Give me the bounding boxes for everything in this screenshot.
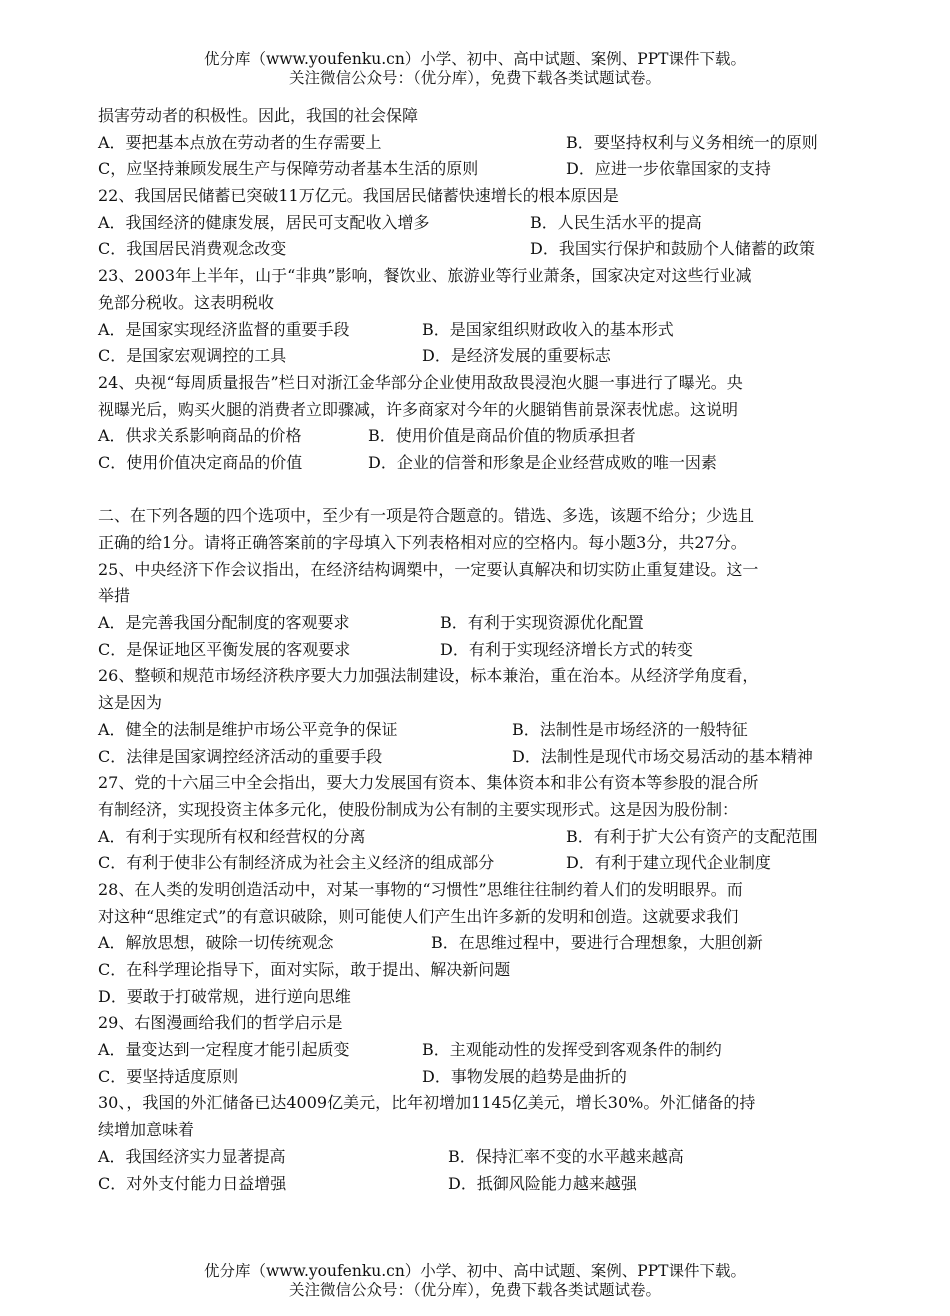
q27-stem-line-1: 27、党的十六届三中全会指出，要大力发展国有资本、集体资本和非公有资本等参股的混合所 bbox=[98, 773, 759, 793]
q22-stem: 22、我国居民储蓄已突破11万亿元。我国居民储蓄快速增长的根本原因是 bbox=[98, 186, 619, 206]
q21-stem-end: 损害劳动者的积极性。因此，我国的社会保障 bbox=[98, 106, 419, 125]
q30-options-ab bbox=[98, 1144, 868, 1171]
q29-option-b: B．主观能动性的发挥受到客观条件的制约 bbox=[422, 1040, 722, 1060]
q25-option-a: A．是完善我国分配制度的客观要求 bbox=[98, 613, 350, 633]
q22-option-c: C．我国居民消费观念改变 bbox=[98, 239, 287, 259]
q30-option-b: B．保持汇率不变的水平越来越高 bbox=[448, 1146, 684, 1166]
q21-option-d: D．应进一步依靠国家的支持 bbox=[566, 159, 771, 179]
q27-option-d: D．有利于建立现代企业制度 bbox=[566, 853, 771, 873]
q24-option-b: B．使用价值是商品价值的物质承担者 bbox=[368, 426, 636, 446]
q25-option-b: B．有利于实现资源优化配置 bbox=[440, 613, 644, 633]
q25-stem-line-2: 举措 bbox=[98, 586, 131, 606]
q24-option-a: A．供求关系影响商品的价格 bbox=[98, 426, 302, 446]
q23-stem-line-1: 23、2003年上半年，山于“非典”影响，餐饮业、旅游业等行业萧条，国家决定对这些行业减 bbox=[98, 266, 752, 286]
q27-stem-line-2: 有制经济，实现投资主体多元化，使股份制成为公有制的主要实现形式。这是因为股份制： bbox=[98, 799, 739, 819]
q22-options-cd bbox=[98, 236, 868, 263]
q28-option-b: B．在思维过程中，要进行合理想象，大胆创新 bbox=[431, 933, 763, 953]
q27-option-a: A．有利于实现所有权和经营权的分离 bbox=[98, 826, 366, 846]
q26-option-a: A．健全的法制是维护市场公平竞争的保证 bbox=[98, 719, 398, 739]
q23-option-b: B．是国家组织财政收入的基本形式 bbox=[422, 319, 674, 339]
q26-stem-line-2: 这是因为 bbox=[98, 693, 163, 713]
q25-options-cd bbox=[98, 637, 868, 664]
q30-stem-line-2: 续增加意味着 bbox=[98, 1120, 195, 1140]
q26-options-ab bbox=[98, 717, 868, 744]
q22-option-b: B．人民生活水平的提高 bbox=[530, 212, 702, 232]
q21-options-cd bbox=[98, 156, 868, 183]
q22-option-a: A．我国经济的健康发展，居民可支配收入增多 bbox=[98, 212, 430, 232]
q26-stem-line-1: 26、整顿和规范市场经济秩序要大力加强法制建设，标本兼治，重在治本。从经济学角度看， bbox=[98, 666, 759, 686]
q28-stem-line-2: 对这种“思维定式”的有意识破除，则可能使人们产生出许多新的发明和创造。这就要求我们 bbox=[98, 906, 739, 926]
q29-option-c: C．要坚持适度原则 bbox=[98, 1066, 239, 1086]
footer-line-1: 优分库（www.youfenku.cn）小学、初中、高中试题、案例、PPT课件下载。 bbox=[203, 1262, 747, 1280]
q28-options-ab bbox=[98, 930, 868, 957]
q28-option-d: D．要敢于打破常规，进行逆向思维 bbox=[98, 986, 351, 1006]
q29-option-d: D．事物发展的趋势是曲折的 bbox=[422, 1066, 627, 1086]
q30-option-c: C．对外支付能力日益增强 bbox=[98, 1173, 287, 1193]
section-2-instructions-line-1: 二、在下列各题的四个选项中，至少有一项是符合题意的。错选、多选，该题不给分；少选且 bbox=[98, 506, 755, 526]
footer-line-2: 关注微信公众号：（优分库），免费下载各类试题试卷。 bbox=[288, 1281, 661, 1299]
q23-option-c: C．是国家宏观调控的工具 bbox=[98, 346, 287, 366]
q23-options-ab bbox=[98, 317, 868, 344]
header-line-2: 关注微信公众号：（优分库），免费下载各类试题试卷。 bbox=[288, 69, 661, 87]
q29-options-cd bbox=[98, 1064, 868, 1091]
q27-option-b: B．有利于扩大公有资产的支配范围 bbox=[566, 826, 818, 846]
q24-option-c: C．使用价值决定商品的价值 bbox=[98, 452, 303, 472]
q23-option-a: A．是国家实现经济监督的重要手段 bbox=[98, 319, 350, 339]
q29-stem: 29、右图漫画给我们的哲学启示是 bbox=[98, 1013, 343, 1033]
q22-option-d: D．我国实行保护和鼓励个人储蓄的政策 bbox=[530, 239, 815, 259]
header-line-1: 优分库（www.youfenku.cn）小学、初中、高中试题、案例、PPT课件下载。 bbox=[203, 50, 747, 68]
q27-option-c: C．有利于使非公有制经济成为社会主义经济的组成部分 bbox=[98, 853, 495, 873]
q30-option-a: A．我国经济实力显著提高 bbox=[98, 1146, 286, 1166]
q28-stem-line-1: 28、在人类的发明创造活动中，对某一事物的“习惯性”思维往往制约着人们的发明眼界。而 bbox=[98, 879, 743, 899]
q26-option-d: D．法制性是现代市场交易活动的基本精神 bbox=[512, 746, 813, 766]
q28-option-c: C．在科学理论指导下，面对实际，敢于提出、解决新问题 bbox=[98, 960, 511, 979]
q25-options-ab bbox=[98, 610, 868, 637]
q26-option-c: C．法律是国家调控经济活动的重要手段 bbox=[98, 746, 383, 766]
q26-options-cd bbox=[98, 744, 868, 771]
q27-options-cd bbox=[98, 850, 868, 877]
q30-stem-line-1: 30、，我国的外汇储备已达4009亿美元，比年初增加1145亿美元，增长30%。外汇储备的持 bbox=[98, 1093, 756, 1113]
q22-options-ab bbox=[98, 210, 868, 237]
q24-option-d: D．企业的信誉和形象是企业经营成败的唯一因素 bbox=[368, 452, 717, 472]
q24-options-ab bbox=[98, 423, 868, 450]
q23-options-cd bbox=[98, 343, 868, 370]
q25-option-d: D．有利于实现经济增长方式的转变 bbox=[440, 639, 693, 659]
q21-option-a: A．要把基本点放在劳动者的生存需要上 bbox=[98, 132, 382, 152]
section-2-instructions-line-2: 正确的给1分。请将正确答案前的字母填入下列表格相对应的空格内。每小题3分，共27分。 bbox=[98, 533, 747, 552]
page-header bbox=[0, 50, 950, 88]
q23-option-d: D．是经济发展的重要标志 bbox=[422, 346, 611, 366]
page-footer bbox=[0, 1262, 950, 1300]
q27-options-ab bbox=[98, 824, 868, 851]
q28-option-a: A．解放思想，破除一切传统观念 bbox=[98, 933, 334, 953]
q30-options-cd bbox=[98, 1171, 868, 1198]
exam-content bbox=[98, 103, 868, 1197]
blank-line bbox=[98, 477, 868, 504]
q21-options-ab bbox=[98, 130, 868, 157]
q26-option-b: B．法制性是市场经济的一般特征 bbox=[512, 719, 748, 739]
q29-option-a: A．量变达到一定程度才能引起质变 bbox=[98, 1040, 350, 1060]
q24-stem-line-1: 24、央视“每周质量报告”栏日对浙江金华部分企业使用敌敌畏浸泡火腿一事进行了曝光。央 bbox=[98, 372, 743, 392]
q25-option-c: C．是保证地区平衡发展的客观要求 bbox=[98, 639, 351, 659]
q29-options-ab bbox=[98, 1037, 868, 1064]
q24-stem-line-2: 视曝光后，购买火腿的消费者立即骤减，许多商家对今年的火腿销售前景深表忧虑。这说明 bbox=[98, 399, 739, 419]
q21-option-c: C，应坚持兼顾发展生产与保障劳动者基本生活的原则 bbox=[98, 159, 479, 179]
q30-option-d: D．抵御风险能力越来越强 bbox=[448, 1173, 637, 1193]
q24-options-cd bbox=[98, 450, 868, 477]
q25-stem-line-1: 25、中央经济下作会议指出，在经济结构调槊中，一定要认真解决和切实防止重复建设。这一 bbox=[98, 559, 759, 579]
q23-stem-line-2: 免部分税收。这表明税收 bbox=[98, 292, 275, 312]
q21-option-b: B．要坚持权利与义务相统一的原则 bbox=[566, 132, 818, 152]
